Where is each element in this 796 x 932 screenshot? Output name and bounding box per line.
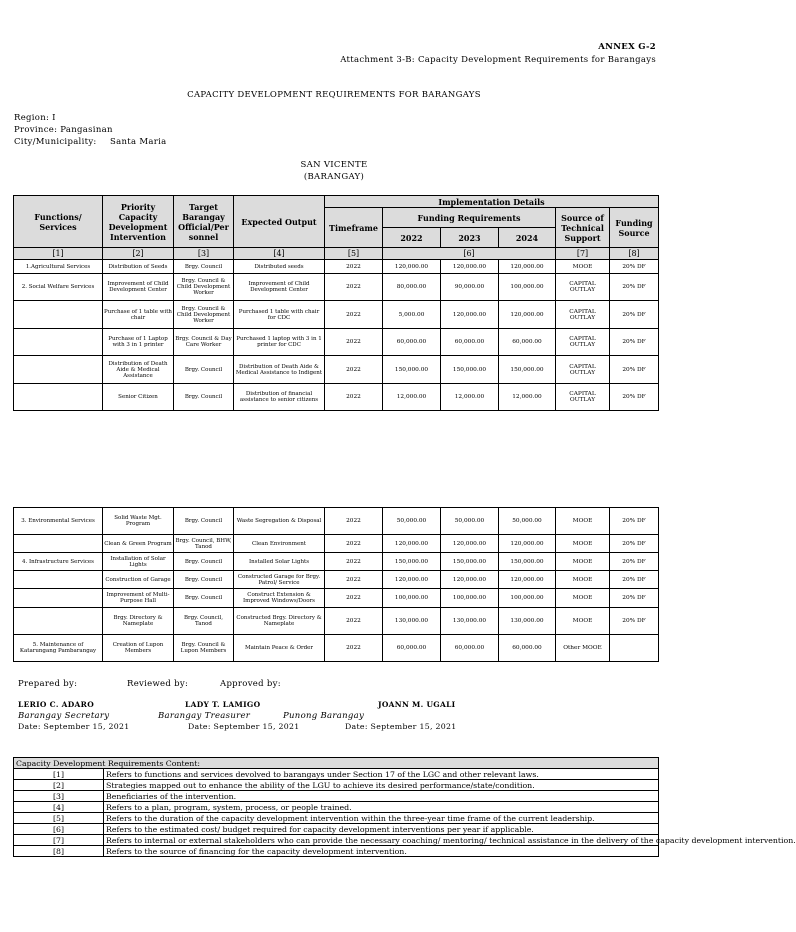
legend-row [14,780,659,791]
legend-row [14,846,659,857]
content-legend-table [13,757,796,857]
header-implementation: Implementation Details [325,196,659,208]
cell-y3: 50,000.00 [499,508,556,535]
legend-title: Capacity Development Requirements Content: [14,758,659,769]
cell-tech: CAPITAL OUTLAY [556,274,610,301]
table-row [14,356,659,384]
legend-description: Refers to internal or external stakeholders who can provide the necessary coaching/ mentoring/ technical assistance in the delivery of the capacity development intervention. [104,835,659,846]
legend-description: Strategies mapped out to enhance the ability of the LGU to achieve its desired performance/state/condition. [104,780,659,791]
cell-src: 20% DF [610,384,659,411]
legend-key: [6] [14,824,104,835]
province-label: Province: Pangasinan [14,125,113,135]
cell-tg: Brgy. Council & Child Development Worker [174,301,234,329]
cell-fn [14,571,103,589]
cell-out: Clean Environment [234,535,325,553]
cell-out: Installed Solar Lights [234,553,325,571]
cell-tech: Other MOOE [556,635,610,662]
prepared-by-label: Prepared by: [18,679,78,689]
table-row [14,553,659,571]
legend-description: Refers to the source of financing for the capacity development intervention. [104,846,659,857]
cell-y3: 130,000.00 [499,608,556,635]
col-num: [4] [234,248,325,260]
cell-tg: Brgy. Council [174,589,234,608]
table-row [14,301,659,329]
cell-y1: 120,000.00 [383,571,441,589]
cell-tech: MOOE [556,535,610,553]
cell-fn: 3. Environmental Services [14,508,103,535]
cell-fn: 2. Social Welfare Services [14,274,103,301]
legend-key: [1] [14,769,104,780]
cell-pr: Distribution of Death Aide & Medical Assistance [103,356,174,384]
legend-row [14,791,659,802]
col-num: [2] [103,248,174,260]
cell-y3: 150,000.00 [499,553,556,571]
col-num: [3] [174,248,234,260]
header-output: Expected Output [234,196,325,248]
cell-y2: 60,000.00 [441,329,499,356]
cell-src: 20% DF [610,535,659,553]
legend-description: Refers to functions and services devolved to barangays under Section 17 of the LGC and other relevant laws. [104,769,659,780]
header-year-2: 2023 [441,228,499,248]
cell-fn: 4. Infrastructure Services [14,553,103,571]
cell-y3: 12,000.00 [499,384,556,411]
cell-tech: CAPITAL OUTLAY [556,384,610,411]
col-num: [5] [325,248,383,260]
col-num: [8] [610,248,659,260]
cell-tf: 2022 [325,301,383,329]
table-row [14,608,659,635]
cell-tf: 2022 [325,571,383,589]
cell-tg: Brgy. Council [174,571,234,589]
cell-tg: Brgy. Council & Lupon Members [174,635,234,662]
cell-out: Distributed seeds [234,260,325,274]
cell-y3: 120,000.00 [499,301,556,329]
table-row [14,384,659,411]
legend-key: [3] [14,791,104,802]
cell-y3: 60,000.00 [499,635,556,662]
cell-pr: Clean & Green Program [103,535,174,553]
cell-tf: 2022 [325,329,383,356]
col-num: [6] [383,248,556,260]
table-row [14,571,659,589]
cell-tf: 2022 [325,589,383,608]
preparer-name: LERIO C. ADARO [18,700,95,709]
cell-tech: MOOE [556,260,610,274]
cell-out: Maintain Peace & Order [234,635,325,662]
cell-y1: 120,000.00 [383,535,441,553]
cell-pr: Solid Waste Mgt. Program [103,508,174,535]
header-timeframe: Timeframe [325,208,383,248]
cell-fn [14,356,103,384]
header-target: Target Barangay Official/Per sonnel [174,196,234,248]
cell-y1: 5,000.00 [383,301,441,329]
legend-row [14,769,659,780]
preparer-title: Barangay Secretary [18,711,110,721]
cell-tech: MOOE [556,608,610,635]
cell-pr: Installation of Solar Lights [103,553,174,571]
cell-y2: 150,000.00 [441,356,499,384]
requirements-table-2 [13,507,659,662]
col-num: [1] [14,248,103,260]
cell-pr: Senior Citizen [103,384,174,411]
approver-date: Date: September 15, 2021 [345,722,457,731]
header-year-1: 2022 [383,228,441,248]
header-functions: Functions/ Services [14,196,103,248]
barangay-name: SAN VICENTE [300,160,368,170]
legend-row [14,802,659,813]
cell-src: 20% DF [610,571,659,589]
cell-src: 20% DF [610,608,659,635]
cell-y1: 100,000.00 [383,589,441,608]
approver-name: JOANN M. UGALI [378,700,456,709]
cell-tf: 2022 [325,608,383,635]
cell-fn [14,301,103,329]
reviewer-date: Date: September 15, 2021 [188,722,300,731]
cell-y1: 60,000.00 [383,635,441,662]
cell-fn: 5. Maintenance of Katarungang Pambarangay [14,635,103,662]
cell-tf: 2022 [325,260,383,274]
cell-pr: Improvement of Child Development Center [103,274,174,301]
cell-tg: Brgy. Council [174,260,234,274]
cell-y2: 120,000.00 [441,571,499,589]
cell-out: Distribution of Death Aide & Medical Assistance to Indigent [234,356,325,384]
cell-tf: 2022 [325,635,383,662]
cell-y2: 120,000.00 [441,301,499,329]
cell-pr: Distribution of Seeds [103,260,174,274]
cell-y3: 120,000.00 [499,571,556,589]
table-row [14,260,659,274]
legend-row [14,835,659,846]
cell-fn [14,384,103,411]
approved-by-label: Approved by: [220,679,281,689]
table-row [14,589,659,608]
cell-out: Purchased 1 laptop with 3 in 1 printer for CDC [234,329,325,356]
cell-y3: 150,000.00 [499,356,556,384]
cell-tech: MOOE [556,508,610,535]
legend-description: Refers to the estimated cost/ budget required for capacity development interventions per year if applicable. [104,824,659,835]
cell-fn [14,535,103,553]
table-row [14,535,659,553]
legend-description: Refers to the duration of the capacity development intervention within the three-year time frame of the current leadership. [104,813,659,824]
preparer-date: Date: September 15, 2021 [18,722,130,731]
cell-tf: 2022 [325,356,383,384]
cell-y2: 130,000.00 [441,608,499,635]
cell-tf: 2022 [325,508,383,535]
cell-tg: Brgy. Council [174,356,234,384]
legend-key: [7] [14,835,104,846]
cell-y3: 100,000.00 [499,589,556,608]
cell-y1: 80,000.00 [383,274,441,301]
cell-fn [14,608,103,635]
cell-y2: 100,000.00 [441,589,499,608]
attachment-label: Attachment 3-B: Capacity Development Requirements for Barangays [340,55,656,65]
cell-out: Waste Segregation & Disposal [234,508,325,535]
cell-tech: CAPITAL OUTLAY [556,356,610,384]
page-title: CAPACITY DEVELOPMENT REQUIREMENTS FOR BARANGAYS [187,90,481,100]
city-value: Santa Maria [110,137,167,147]
cell-src: 20% DF [610,260,659,274]
cell-y2: 120,000.00 [441,535,499,553]
cell-y3: 120,000.00 [499,535,556,553]
table-row [14,635,659,662]
cell-tf: 2022 [325,274,383,301]
cell-y1: 60,000.00 [383,329,441,356]
cell-y2: 90,000.00 [441,274,499,301]
legend-row [14,824,659,835]
cell-y1: 150,000.00 [383,356,441,384]
cell-out: Construct Extension & Improved Windows/Doors [234,589,325,608]
cell-src: 20% DF [610,508,659,535]
cell-y1: 12,000.00 [383,384,441,411]
reviewed-by-label: Reviewed by: [127,679,189,689]
legend-key: [2] [14,780,104,791]
cell-pr: Improvement of Multi-Purpose Hall [103,589,174,608]
cell-pr: Brgy. Directory & Nameplate [103,608,174,635]
cell-y2: 50,000.00 [441,508,499,535]
cell-src: 20% DF [610,553,659,571]
cell-src: 20% DF [610,301,659,329]
header-tech-support: Source of Technical Support [556,208,610,248]
cell-tg: Brgy. Council [174,553,234,571]
cell-pr: Creation of Lupon Members [103,635,174,662]
header-year-3: 2024 [499,228,556,248]
cell-y3: 100,000.00 [499,274,556,301]
cell-src: 20% DF [610,356,659,384]
region-label: Region: I [14,113,56,123]
cell-pr: Construction of Garage [103,571,174,589]
cell-out: Distribution of financial assistance to senior citizens [234,384,325,411]
cell-out: Constructed Brgy. Directory & Nameplate [234,608,325,635]
reviewer-title: Barangay Treasurer [158,711,251,721]
cell-y3: 60,000.00 [499,329,556,356]
cell-tg: Brgy. Council & Day Care Worker [174,329,234,356]
cell-tg: Brgy. Council [174,508,234,535]
legend-key: [8] [14,846,104,857]
legend-row [14,813,659,824]
cell-tg: Brgy. Council & Child Development Worker [174,274,234,301]
header-funding-source: Funding Source [610,208,659,248]
cell-y1: 150,000.00 [383,553,441,571]
cell-tf: 2022 [325,384,383,411]
cell-y2: 12,000.00 [441,384,499,411]
cell-src: 20% DF [610,274,659,301]
cell-out: Constructed Garage for Brgy. Patrol/ Service [234,571,325,589]
cell-y1: 130,000.00 [383,608,441,635]
cell-y1: 50,000.00 [383,508,441,535]
cell-tf: 2022 [325,553,383,571]
table-row [14,508,659,535]
header-funding-req: Funding Requirements [383,208,556,228]
cell-tech: MOOE [556,553,610,571]
cell-y3: 120,000.00 [499,260,556,274]
legend-description: Refers to a plan, program, system, process, or people trained. [104,802,659,813]
cell-tech: MOOE [556,589,610,608]
cell-y2: 60,000.00 [441,635,499,662]
cell-tg: Brgy. Council, Tanod [174,608,234,635]
requirements-table-1 [13,195,659,411]
cell-pr: Purchase of 1 table with chair [103,301,174,329]
cell-out: Improvement of Child Development Center [234,274,325,301]
cell-y2: 150,000.00 [441,553,499,571]
cell-pr: Purchase of 1 Laptop with 3 in 1 printer [103,329,174,356]
legend-description: Beneficiaries of the intervention. [104,791,659,802]
table-row [14,274,659,301]
cell-tf: 2022 [325,535,383,553]
cell-y1: 120,000.00 [383,260,441,274]
city-label: City/Municipality: [14,137,97,147]
barangay-label: (BARANGAY) [303,172,365,182]
cell-src: 20% DF [610,329,659,356]
cell-fn [14,589,103,608]
cell-tg: Brgy. Council, BHW, Tanod [174,535,234,553]
cell-src: 20% DF [610,589,659,608]
cell-tech: CAPITAL OUTLAY [556,329,610,356]
legend-key: [4] [14,802,104,813]
header-priority: Priority Capacity Development Intervention [103,196,174,248]
cell-tg: Brgy. Council [174,384,234,411]
cell-tech: MOOE [556,571,610,589]
annex-label: ANNEX G-2 [598,42,656,52]
cell-y2: 120,000.00 [441,260,499,274]
cell-src [610,635,659,662]
cell-fn [14,329,103,356]
legend-key: [5] [14,813,104,824]
cell-fn: 1.Agricultural Services [14,260,103,274]
table-row [14,329,659,356]
col-num: [7] [556,248,610,260]
cell-tech: CAPITAL OUTLAY [556,301,610,329]
cell-out: Purchased 1 table with chair for CDC [234,301,325,329]
approver-title: Punong Barangay [283,711,365,721]
reviewer-name: LADY T. LAMIGO [185,700,261,709]
